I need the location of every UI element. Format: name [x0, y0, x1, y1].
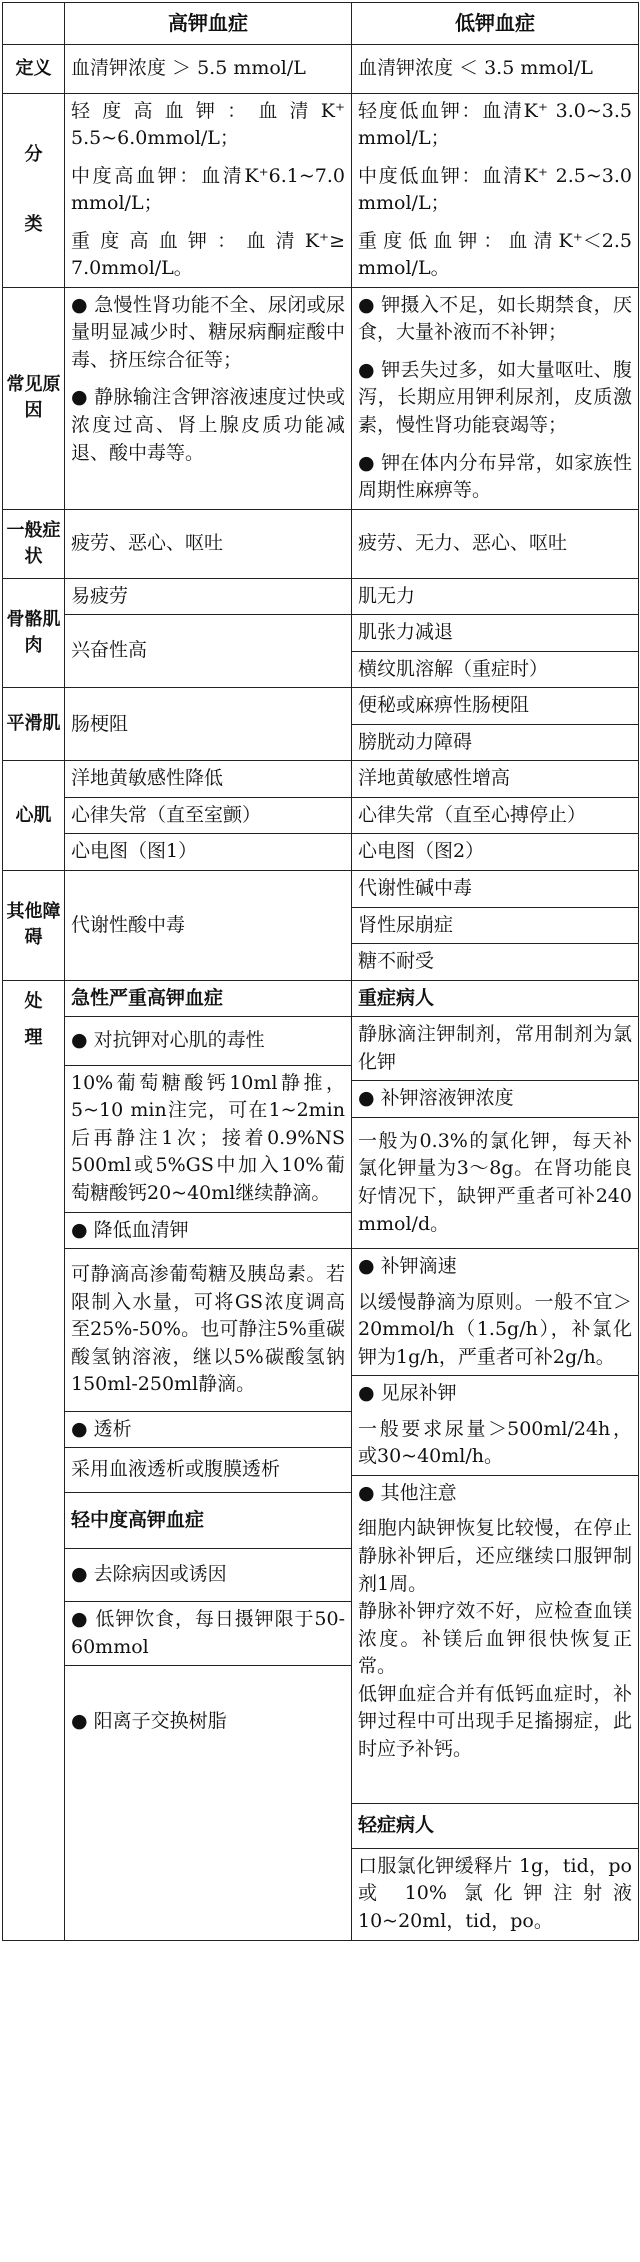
skeletal-low-2: 肌张力减退 — [352, 615, 639, 652]
cause-high-1: ● 急慢性肾功能不全、尿闭或尿量明显减少时、糖尿病酮症酸中毒、挤压综合征等； — [71, 293, 345, 371]
cardiac-high-2: 心律失常（直至室颤） — [65, 797, 352, 834]
cardiac-low-3: 心电图（图2） — [352, 834, 639, 871]
definition-low: 血清钾浓度 ＜ 3.5 mmol/L — [352, 45, 639, 94]
skeletal-label: 骨骼肌肉 — [3, 578, 65, 688]
treatment-label-2: 理 — [24, 1026, 43, 1048]
cardiac-high-1: 洋地黄敏感性降低 — [65, 761, 352, 798]
notes-text — [352, 1511, 638, 1803]
causes-high — [65, 287, 352, 509]
urine-item: ● 见尿补钾 — [352, 1376, 638, 1412]
cardiac-low-1: 洋地黄敏感性增高 — [352, 761, 639, 798]
cause-low-2: ● 钾丢失过多，如大量呕吐、腹泻，长期应用钾利尿剂，皮质激素，慢性肾功能衰竭等； — [358, 358, 632, 437]
header-high: 高钾血症 — [65, 3, 352, 45]
class-low-mild: 轻度低血钾：血清K⁺ 3.0~3.5 mmol/L； — [358, 99, 632, 150]
treatment-low-table — [352, 981, 638, 1940]
other-row-1 — [3, 871, 639, 908]
note-1: 细胞内缺钾恢复比较慢，在停止静脉补钾后，还应继续口服钾制剂1周。 — [358, 1517, 632, 1595]
skeletal-row-2 — [3, 615, 639, 652]
dialysis-text: 采用血液透析或腹膜透析 — [65, 1448, 351, 1493]
antagonize-text: 10%葡萄糖酸钙10ml静推，5~10 min注完，可在1~2min后再静注1次；接着0.9%NS 500ml或5%GS中加入10%葡萄糖酸钙20~40ml继续静滴。 — [65, 1065, 351, 1212]
class-low-moderate: 中度低血钾：血清K⁺ 2.5~3.0 mmol/L； — [358, 164, 632, 215]
oral-text: 口服氯化钾缓释片 1g，tid，po 或 10% 氯化钾注射液 10~20ml，tid，po。 — [352, 1848, 638, 1939]
header-low: 低钾血症 — [352, 3, 639, 45]
smooth-label: 平滑肌 — [3, 688, 65, 761]
cardiac-low-2: 心律失常（直至心搏停止） — [352, 797, 639, 834]
severe-high-title: 急性严重高钾血症 — [65, 981, 351, 1017]
skeletal-high-1: 易疲劳 — [65, 578, 352, 615]
smooth-row-1 — [3, 688, 639, 725]
classification-high — [65, 93, 352, 287]
class-low-severe: 重度低血钾：血清K⁺＜2.5 mmol/L。 — [358, 229, 632, 280]
mild-low-title: 轻症病人 — [352, 1804, 638, 1849]
lower-text: 可静滴高渗葡萄糖及胰岛素。若限制入水量，可将GS浓度调高至25%-50%。也可静注5%重碳酸氢钠溶液，继以5%碳酸氢钠150ml-250ml静滴。 — [65, 1249, 351, 1412]
general-low: 疲劳、无力、恶心、呕吐 — [352, 509, 639, 578]
definition-row — [3, 45, 639, 94]
other-low-1: 代谢性碱中毒 — [352, 871, 639, 908]
general-high: 疲劳、恶心、呕吐 — [65, 509, 352, 578]
classification-label — [3, 93, 65, 287]
notes-item: ● 其他注意 — [352, 1475, 638, 1511]
other-low-3: 糖不耐受 — [352, 944, 639, 981]
class-high-mild: 轻度高血钾：血清K⁺ 5.5~6.0mmol/L； — [71, 99, 345, 150]
header-row — [3, 3, 639, 45]
treatment-row — [3, 980, 639, 1940]
mild-high-title: 轻中度高钾血症 — [65, 1492, 351, 1549]
urine-text: 一般要求尿量＞500ml/24h，或30~40ml/h。 — [352, 1412, 638, 1476]
treatment-high — [65, 980, 352, 1940]
classification-row — [3, 93, 639, 287]
cause-low-1: ● 钾摄入不足，如长期禁食，厌食，大量补液而不补钾； — [358, 293, 632, 344]
corner-cell — [3, 3, 65, 45]
general-label: 一般症状 — [3, 509, 65, 578]
cause-low-3: ● 钾在体内分布异常，如家族性周期性麻痹等。 — [358, 451, 632, 502]
other-high: 代谢性酸中毒 — [65, 871, 352, 981]
cardiac-label: 心肌 — [3, 761, 65, 871]
smooth-high: 肠梗阻 — [65, 688, 352, 761]
general-row — [3, 509, 639, 578]
lower-item: ● 降低血清钾 — [65, 1212, 351, 1249]
definition-label: 定义 — [3, 45, 65, 94]
smooth-low-1: 便秘或麻痹性肠梗阻 — [352, 688, 639, 725]
definition-high: 血清钾浓度 ＞ 5.5 mmol/L — [65, 45, 352, 94]
causes-low — [352, 287, 639, 509]
dialysis-item: ● 透析 — [65, 1411, 351, 1448]
treatment-high-table — [65, 981, 351, 1778]
skeletal-row-1 — [3, 578, 639, 615]
classification-low — [352, 93, 639, 287]
low-k-diet-item: ● 低钾饮食，每日摄钾限于50-60mmol — [65, 1601, 351, 1665]
causes-row — [3, 287, 639, 509]
rate-item: ● 补钾滴速 — [352, 1249, 638, 1285]
cardiac-high-3: 心电图（图1） — [65, 834, 352, 871]
cardiac-row-3 — [3, 834, 639, 871]
conc-text: 一般为0.3%的氯化钾，每天补氯化钾量为3～8g。在肾功能良好情况下，缺钾严重者可补240 mmol/d。 — [352, 1117, 638, 1248]
skeletal-high-2: 兴奋性高 — [65, 615, 352, 688]
treatment-label-1: 处 — [24, 990, 43, 1012]
causes-label: 常见原因 — [3, 287, 65, 509]
classification-label-2: 类 — [24, 214, 43, 236]
rate-text: 以缓慢静滴为原则。一般不宜＞20mmol/h（1.5g/h），补氯化钾为1g/h，严重者可补2g/h。 — [352, 1285, 638, 1376]
conc-item: ● 补钾溶液钾浓度 — [352, 1081, 638, 1118]
treatment-label — [3, 980, 65, 1940]
other-low-2: 肾性尿崩症 — [352, 907, 639, 944]
antagonize-item: ● 对抗钾对心肌的毒性 — [65, 1017, 351, 1066]
cardiac-row-1 — [3, 761, 639, 798]
smooth-low-2: 膀胱动力障碍 — [352, 724, 639, 761]
remove-cause-item: ● 去除病因或诱因 — [65, 1549, 351, 1602]
iv-text: 静脉滴注钾制剂，常用制剂为氯化钾 — [352, 1017, 638, 1081]
other-label: 其他障碍 — [3, 871, 65, 981]
resin-item: ● 阳离子交换树脂 — [65, 1666, 351, 1778]
note-2: 静脉补钾疗效不好，应检查血镁浓度。补镁后血钾很快恢复正常。 — [358, 1600, 632, 1678]
note-3: 低钾血症合并有低钙血症时，补钾过程中可出现手足搐搦症，此时应予补钙。 — [358, 1682, 632, 1760]
potassium-comparison-table — [2, 2, 639, 1941]
class-high-severe: 重度高血钾：血清K⁺≥ 7.0mmol/L。 — [71, 229, 345, 280]
skeletal-low-1: 肌无力 — [352, 578, 639, 615]
classification-label-1: 分 — [24, 144, 43, 166]
treatment-low — [352, 980, 639, 1940]
class-high-moderate: 中度高血钾：血清K⁺6.1~7.0 mmol/L； — [71, 164, 345, 215]
cardiac-row-2 — [3, 797, 639, 834]
severe-low-title: 重症病人 — [352, 981, 638, 1017]
cause-high-2: ● 静脉输注含钾溶液速度过快或浓度过高、肾上腺皮质功能减退、酸中毒等。 — [71, 386, 345, 464]
skeletal-low-3: 横纹肌溶解（重症时） — [352, 651, 639, 688]
